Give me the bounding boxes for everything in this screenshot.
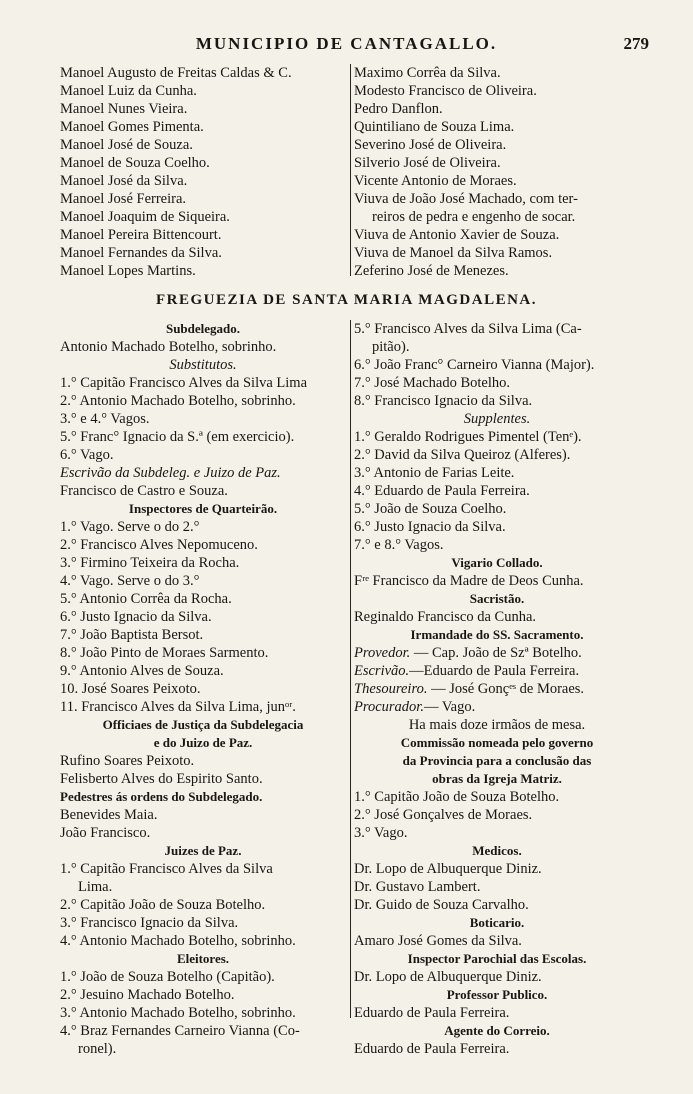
medicos-heading: Medicos. xyxy=(472,843,522,858)
list-item: Reginaldo Francisco da Cunha. xyxy=(354,609,537,625)
list-item: 2.° Jesuino Machado Botelho. xyxy=(60,987,235,1003)
list-item: 1.° Vago. Serve o do 2.° xyxy=(60,519,200,535)
list-item: 2.° José Gonçalves de Moraes. xyxy=(354,807,533,823)
escrivao-heading: Escrivão da Subdeleg. e Juizo de Paz. xyxy=(60,465,281,481)
list-item: Viuva de Antonio Xavier de Souza. xyxy=(354,227,560,243)
list-item: Severino José de Oliveira. xyxy=(354,137,507,153)
list-item: 4.° Vago. Serve o do 3.° xyxy=(60,573,200,589)
list-item: Dr. Lopo de Albuquerque Diniz. xyxy=(354,969,542,985)
list-item-cont: pitão). xyxy=(372,339,410,355)
list-item: Rufino Soares Peixoto. xyxy=(60,753,195,769)
list-item: 4.° Antonio Machado Botelho, sobrinho. xyxy=(60,933,296,949)
officiaes-heading: Officiaes de Justiça da Subdelegacia xyxy=(102,717,304,732)
procurador-label: Procurador. xyxy=(354,699,424,715)
list-item: 6.° Justo Ignacio da Silva. xyxy=(354,519,506,535)
list-item: 3.° Antonio de Farias Leite. xyxy=(354,465,515,481)
list-item: 1.° Capitão Francisco Alves da Silva Lima xyxy=(60,375,308,391)
list-item: 1.° Geraldo Rodrigues Pimentel (Tenᵉ). xyxy=(354,429,582,445)
list-item: Antonio Machado Botelho, sobrinho. xyxy=(60,339,277,355)
vigario-heading: Vigario Collado. xyxy=(451,555,543,570)
running-title: MUNICIPIO DE CANTAGALLO. xyxy=(195,34,498,53)
list-item: Manoel Luiz da Cunha. xyxy=(60,83,197,99)
irmandade-heading: Irmandade do SS. Sacramento. xyxy=(410,627,584,642)
juizes-heading: Juizes de Paz. xyxy=(164,843,242,858)
page-header xyxy=(0,34,693,60)
officiaes-heading-cont: e do Juizo de Paz. xyxy=(153,735,253,750)
list-item: 9.° Antonio Alves de Souza. xyxy=(60,663,224,679)
top-right-column xyxy=(350,64,640,279)
list-item: Francisco de Castro e Souza. xyxy=(60,483,228,499)
page-number: 279 xyxy=(623,34,649,53)
boticario-heading: Boticario. xyxy=(469,915,525,930)
eleitores-heading: Eleitores. xyxy=(176,951,230,966)
list-item: Benevides Maia. xyxy=(60,807,158,823)
list-item: Silverio José de Oliveira. xyxy=(354,155,501,171)
list-item: 3.° Firmino Teixeira da Rocha. xyxy=(60,555,240,571)
thesoureiro-label: Thesoureiro. xyxy=(354,681,428,697)
left-column xyxy=(60,320,346,1058)
provedor-row xyxy=(354,644,640,662)
freguezia-section xyxy=(60,320,640,1057)
list-item: Viuva de Manoel da Silva Ramos. xyxy=(354,245,553,261)
list-item: 8.° João Pinto de Moraes Sarmento. xyxy=(60,645,269,661)
list-item: 6.° Vago. xyxy=(60,447,114,463)
list-item: 1.° Capitão Francisco Alves da Silva xyxy=(60,861,273,877)
list-item: 1.° Capitão João de Souza Botelho. xyxy=(354,789,560,805)
list-item: 6.° Justo Ignacio da Silva. xyxy=(60,609,212,625)
inspectores-heading: Inspectores de Quarteirão. xyxy=(128,501,278,516)
list-item: Vicente Antonio de Moraes. xyxy=(354,173,517,189)
list-item: Fʳᵉ Francisco da Madre de Deos Cunha. xyxy=(354,573,584,589)
list-item: Zeferino José de Menezes. xyxy=(354,263,509,279)
section-title: FREGUEZIA DE SANTA MARIA MAGDALENA. xyxy=(155,292,537,308)
list-item: 8.° Francisco Ignacio da Silva. xyxy=(354,393,533,409)
list-item: 4.° Braz Fernandes Carneiro Vianna (Co- xyxy=(60,1023,300,1039)
list-item: Modesto Francisco de Oliveira. xyxy=(354,83,537,99)
list-item: 11. Francisco Alves da Silva Lima, junᵒʳ. xyxy=(60,699,296,715)
thesoureiro-row xyxy=(354,680,640,698)
list-item: Felisberto Alves do Espirito Santo. xyxy=(60,771,263,787)
inspector-heading: Inspector Parochial das Escolas. xyxy=(407,951,587,966)
list-item: 4.° Eduardo de Paula Ferreira. xyxy=(354,483,530,499)
list-item: Manoel José da Silva. xyxy=(60,173,188,189)
list-item: 3.° Francisco Ignacio da Silva. xyxy=(60,915,239,931)
list-item: Eduardo de Paula Ferreira. xyxy=(354,1041,510,1057)
list-item: Manoel Pereira Bittencourt. xyxy=(60,227,222,243)
list-item: Manoel Gomes Pimenta. xyxy=(60,119,204,135)
top-left-column xyxy=(60,64,346,280)
list-item: Viuva de João José Machado, com ter- xyxy=(354,191,578,207)
list-item: 2.° Capitão João de Souza Botelho. xyxy=(60,897,266,913)
escrivao-value: —Eduardo de Paula Ferreira. xyxy=(409,663,580,679)
list-item: 7.° José Machado Botelho. xyxy=(354,375,511,391)
list-item: Manoel Joaquim de Siqueira. xyxy=(60,209,230,225)
provedor-label: Provedor. xyxy=(354,645,411,661)
professor-heading: Professor Publico. xyxy=(446,987,548,1002)
list-item: 6.° João Franc° Carneiro Vianna (Major). xyxy=(354,357,595,373)
list-item: 2.° Antonio Machado Botelho, sobrinho. xyxy=(60,393,296,409)
list-item: 5.° Francisco Alves da Silva Lima (Ca- xyxy=(354,321,582,337)
procurador-row xyxy=(354,698,640,716)
procurador-value: — Vago. xyxy=(423,699,476,715)
irmaos-note: Ha mais doze irmãos de mesa. xyxy=(408,717,586,733)
sacristao-heading: Sacristão. xyxy=(469,591,525,606)
list-item: 3.° e 4.° Vagos. xyxy=(60,411,150,427)
list-item: 7.° João Baptista Bersot. xyxy=(60,627,204,643)
list-item: 3.° Antonio Machado Botelho, sobrinho. xyxy=(60,1005,296,1021)
list-item-cont: ronel). xyxy=(78,1041,117,1057)
substitutos-heading: Substitutos. xyxy=(169,357,237,373)
list-item: Dr. Lopo de Albuquerque Diniz. xyxy=(354,861,542,877)
list-item: Quintiliano de Souza Lima. xyxy=(354,119,515,135)
pedestres-heading: Pedestres ás ordens do Subdelegado. xyxy=(60,789,263,804)
list-item: 7.° e 8.° Vagos. xyxy=(354,537,444,553)
list-item: 10. José Soares Peixoto. xyxy=(60,681,201,697)
list-item-cont: Lima. xyxy=(78,879,113,895)
list-item: 5.° João de Souza Coelho. xyxy=(354,501,507,517)
list-item: reiros de pedra e engenho de socar. xyxy=(372,209,576,225)
list-item: Manoel José Ferreira. xyxy=(60,191,187,207)
list-item: Manoel de Souza Coelho. xyxy=(60,155,210,171)
list-item: Manoel Fernandes da Silva. xyxy=(60,245,222,261)
escrivao-label: Escrivão. xyxy=(354,663,410,679)
agente-heading: Agente do Correio. xyxy=(444,1023,550,1038)
list-item: 1.° João de Souza Botelho (Capitão). xyxy=(60,969,275,985)
commissao-heading: Commissão nomeada pelo governo xyxy=(400,735,594,750)
subdelegado-heading: Subdelegado. xyxy=(165,321,241,336)
list-item: Manoel José de Souza. xyxy=(60,137,193,153)
list-item: Manoel Nunes Vieira. xyxy=(60,101,188,117)
list-item: Dr. Gustavo Lambert. xyxy=(354,879,481,895)
list-item: Manoel Lopes Martins. xyxy=(60,263,196,279)
commissao-heading-cont: obras da Igreja Matriz. xyxy=(432,771,562,786)
thesoureiro-value: — José Gonçᵉˢ de Moraes. xyxy=(427,681,585,697)
top-name-list xyxy=(60,64,640,279)
list-item: Maximo Corrêa da Silva. xyxy=(354,65,501,81)
commissao-heading-cont: da Provincia para a conclusão das xyxy=(402,753,592,768)
list-item: 3.° Vago. xyxy=(354,825,408,841)
list-item: 2.° Francisco Alves Nepomuceno. xyxy=(60,537,258,553)
list-item: Eduardo de Paula Ferreira. xyxy=(354,1005,510,1021)
list-item: 5.° Antonio Corrêa da Rocha. xyxy=(60,591,232,607)
list-item: Manoel Augusto de Freitas Caldas & C. xyxy=(60,65,292,81)
escrivao-row xyxy=(354,662,640,680)
right-column xyxy=(350,320,640,1057)
provedor-value: — Cap. João de Szª Botelho. xyxy=(410,645,582,661)
list-item: Dr. Guido de Souza Carvalho. xyxy=(354,897,529,913)
supplentes-heading: Supplentes. xyxy=(463,411,531,427)
list-item: 5.° Franc° Ignacio da S.ª (em exercicio). xyxy=(60,429,295,445)
list-item: 2.° David da Silva Queiroz (Alferes). xyxy=(354,447,571,463)
list-item: Pedro Danflon. xyxy=(354,101,443,117)
list-item: Amaro José Gomes da Silva. xyxy=(354,933,522,949)
list-item: João Francisco. xyxy=(60,825,151,841)
